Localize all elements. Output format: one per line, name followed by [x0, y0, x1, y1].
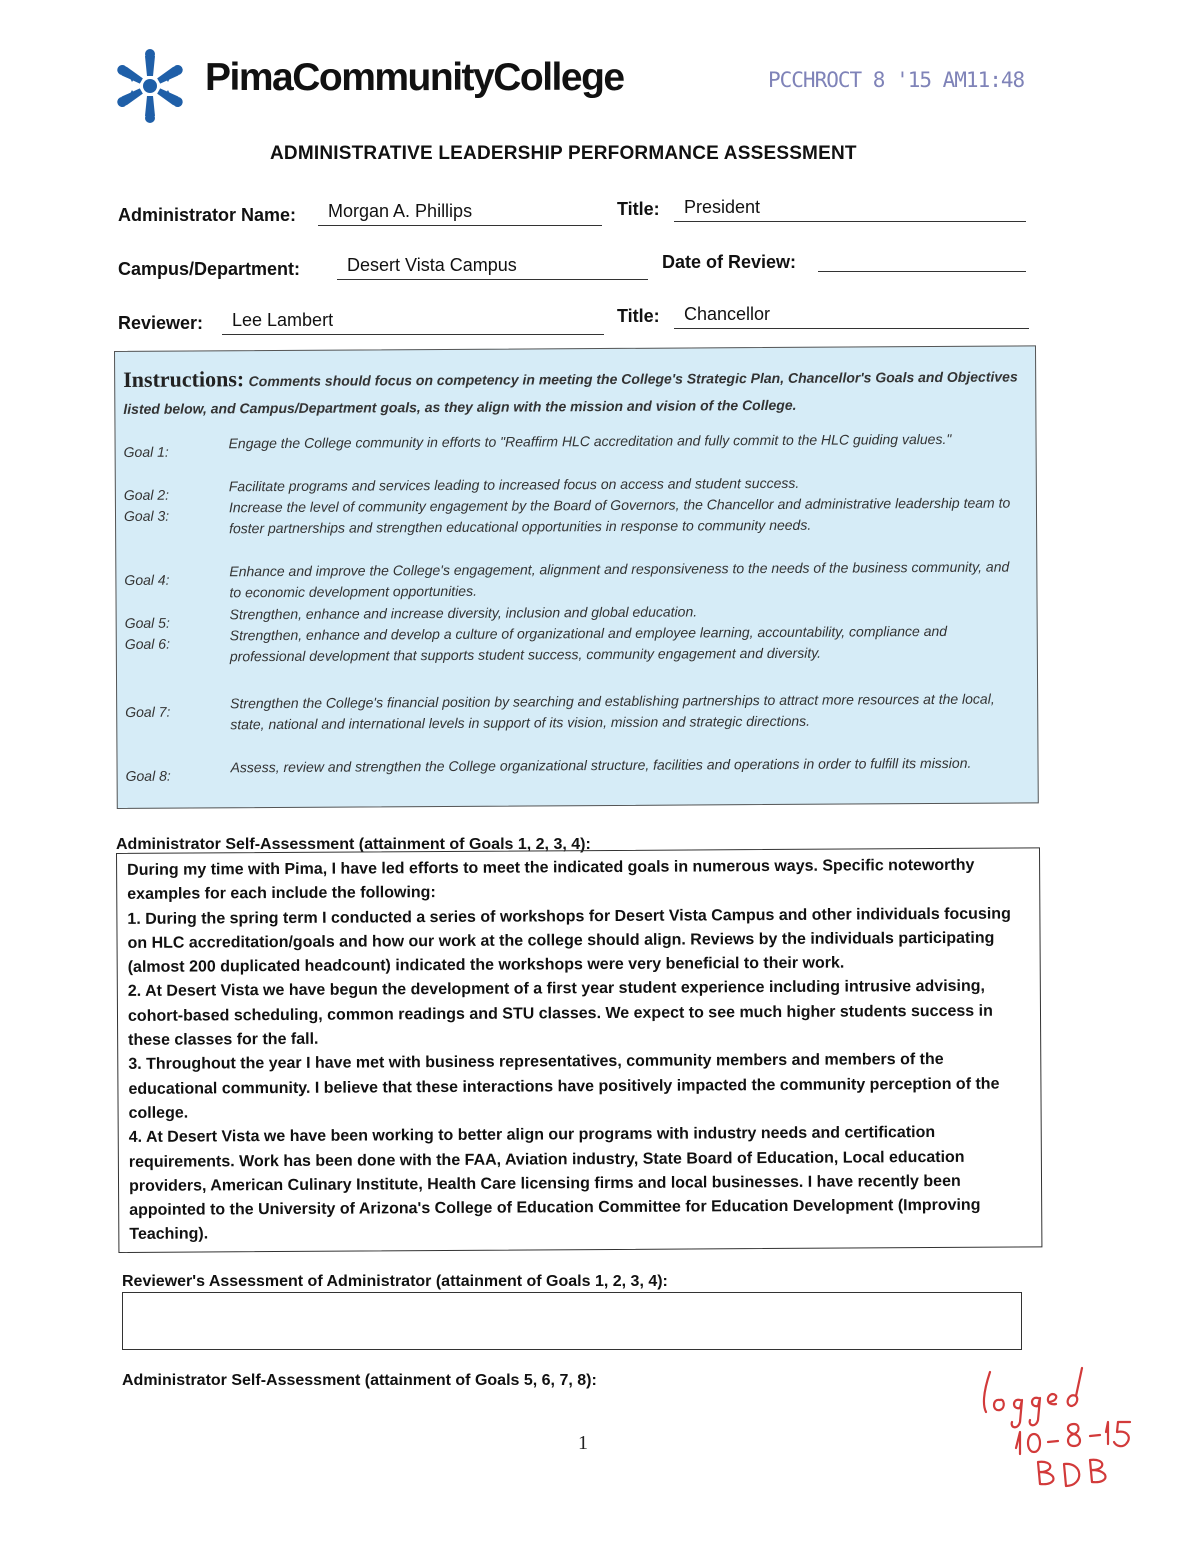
- self-assessment-2-label: Administrator Self-Assessment (attainment of Goals 5, 6, 7, 8):: [122, 1372, 597, 1389]
- goal-label: Goal 6:: [124, 635, 170, 652]
- self-assessment-paragraph: 4. At Desert Vista we have been working to better align our programs with industry needs and certification requirements. Work has been done with the FAA, Aviation industry, State Board of Education, Local education providers, American Culinary Institute, Health Care licensing firms and local businesses. I have recently been appointed to the University of Arizona's College of Education Committee for Education Development (Improving Teaching).: [128, 1124, 981, 1244]
- administrator-title-label: Title:: [617, 199, 660, 219]
- reviewer-title-field[interactable]: Chancellor: [674, 303, 1029, 329]
- instructions-heading: Instructions:: [123, 366, 245, 392]
- received-stamp: PCCHROCT 8 '15 AM11:48: [768, 68, 1025, 92]
- instructions-box: [114, 345, 1039, 809]
- goal-text: Strengthen, enhance and develop a culture of organizational and employee learning, accountability, compliance and professional development that supports student success, community engagement and diversity.: [229, 622, 948, 665]
- pima-logo-icon: [112, 48, 188, 124]
- reviewer-assessment-1-label: Reviewer's Assessment of Administrator (attainment of Goals 1, 2, 3, 4):: [122, 1273, 668, 1290]
- reviewer-label: Reviewer:: [118, 313, 204, 333]
- reviewer-assessment-1-box[interactable]: [122, 1292, 1022, 1350]
- date-of-review-field[interactable]: [818, 246, 1026, 272]
- page-number: 1: [578, 1432, 588, 1454]
- goal-text: Enhance and improve the College's engagement, alignment and responsiveness to the needs of the business community, and to economic development opportunities.: [229, 558, 1010, 601]
- administrator-name-label: Administrator Name:: [118, 205, 297, 225]
- goal-label: Goal 1:: [123, 443, 169, 460]
- goal-label: Goal 7:: [125, 703, 171, 720]
- self-assessment-1-label: Administrator Self-Assessment (attainment of Goals 1, 2, 3, 4):: [116, 836, 591, 853]
- reviewer-field[interactable]: Lee Lambert: [222, 309, 604, 335]
- goal-label: Goal 5:: [124, 614, 170, 631]
- administrator-name-field[interactable]: Morgan A. Phillips: [318, 200, 602, 226]
- self-assessment-1-box[interactable]: [116, 847, 1042, 1253]
- self-assessment-paragraph: 3. Throughout the year I have met with business representatives, community members and members of the educational community. I believe that these interactions have positively impacted the community perception of the college.: [128, 1051, 1000, 1122]
- self-assessment-paragraph: 1. During the spring term I conducted a series of workshops for Desert Vista Campus and other individuals focusing on HLC accreditation/goals and how our work at the college should align. Reviews by the individuals participating (almost 200 duplicated headcount) indicated the workshops were very beneficial to their work.: [127, 905, 1011, 977]
- self-assessment-paragraph: 2. At Desert Vista we have begun the development of a first year student experience including intrusive advising, cohort-based scheduling, common readings and STU classes. We expect to see much higher students success in these classes for the fall.: [127, 978, 993, 1050]
- handwritten-logged-note-icon: [972, 1362, 1162, 1492]
- college-name: PimaCommunityCollege: [205, 56, 624, 99]
- goal-label: Goal 8:: [125, 767, 171, 784]
- goal-label: Goal 2:: [123, 486, 170, 503]
- campus-field[interactable]: Desert Vista Campus: [337, 254, 648, 280]
- instructions-header: [123, 360, 1023, 422]
- self-assessment-paragraph: During my time with Pima, I have led efforts to meet the indicated goals in numerous ways. Specific noteworthy examples for each include the following:: [127, 856, 975, 904]
- goal-text: Facilitate programs and services leading to increased focus on access and student success.: [228, 474, 800, 495]
- goal-label: Goal 4:: [124, 571, 170, 588]
- goal-text: Increase the level of community engagement by the Board of Governors, the Chancellor and administrative leadership team to foster partnerships and strengthen educational opportunities in response to community needs.: [228, 494, 1011, 537]
- goal-text: Assess, review and strengthen the College organizational structure, facilities and operations in order to fulfill its mission.: [230, 754, 972, 776]
- campus-label: Campus/Department:: [118, 259, 301, 279]
- goal-text: Engage the College community in efforts to "Reaffirm HLC accreditation and fully commit to the HLC guiding values.": [228, 430, 952, 452]
- goal-text: Strengthen the College's financial position by searching and establishing partnerships to attract more resources at the local, state, national and international levels in support of its vision, mission and strategic directions.: [230, 690, 995, 733]
- instructions-text: Comments should focus on competency in meeting the College's Strategic Plan, Chancellor's Goals and Objectives listed below, and Campus/Department goals, as they align with the mission and vision of the College.: [123, 368, 1018, 417]
- administrator-title-field[interactable]: President: [674, 196, 1026, 222]
- reviewer-title-label: Title:: [617, 306, 660, 326]
- goal-label: Goal 3:: [123, 507, 170, 524]
- goal-text: Strengthen, enhance and increase diversity, inclusion and global education.: [229, 603, 698, 623]
- document-title: ADMINISTRATIVE LEADERSHIP PERFORMANCE ASSESSMENT: [270, 143, 857, 164]
- date-of-review-label: Date of Review:: [662, 252, 797, 272]
